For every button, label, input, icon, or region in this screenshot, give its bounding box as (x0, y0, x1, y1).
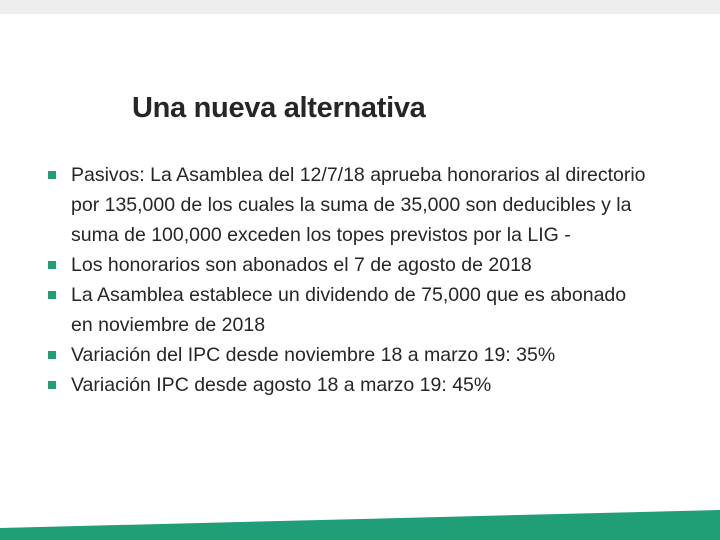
bullet-item (48, 280, 648, 340)
bullet-item (48, 340, 648, 370)
square-bullet-icon (48, 381, 56, 389)
slide-title: Una nueva alternativa (132, 92, 426, 124)
bullet-item (48, 250, 648, 280)
bullet-text: La Asamblea establece un dividendo de 75,000 que es abonado en noviembre de 2018 (71, 284, 627, 336)
square-bullet-icon (48, 291, 56, 299)
bullet-text: Variación del IPC desde noviembre 18 a marzo 19: 35% (71, 344, 556, 366)
bullet-item (48, 160, 648, 250)
bullet-item (48, 370, 648, 400)
bullet-list (48, 160, 648, 400)
square-bullet-icon (48, 171, 56, 179)
bullet-text: Pasivos: La Asamblea del 12/7/18 aprueba honorarios al directorio por 135,000 de los cuales la suma de 35,000 son deducibles y la suma de 100,000 exceden los topes previstos por la LIG - (71, 164, 646, 246)
bullet-text: Los honorarios son abonados el 7 de agosto de 2018 (71, 254, 532, 276)
square-bullet-icon (48, 351, 56, 359)
footer-green-band (0, 508, 720, 540)
bullet-text: Variación IPC desde agosto 18 a marzo 19: 45% (71, 374, 492, 396)
square-bullet-icon (48, 261, 56, 269)
top-rule (0, 0, 720, 14)
